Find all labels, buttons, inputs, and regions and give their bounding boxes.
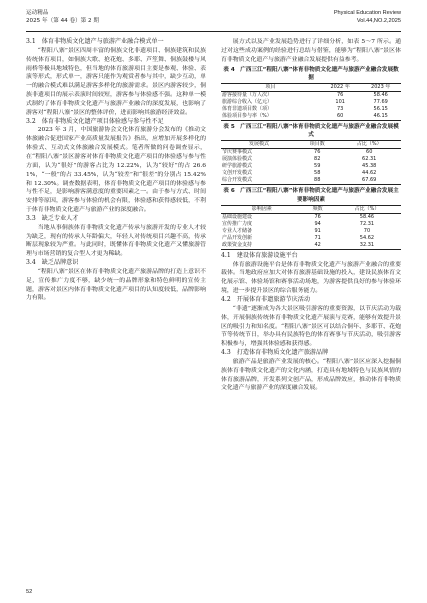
row-value: 62.31 — [362, 156, 377, 163]
row-label: 节庆赛事模式 — [222, 149, 253, 156]
body-paragraph: 展方式以及产业发展趋势进行了详细分析，如表 5～7 所示。通过对这些成功案例的经验进行总结与借鉴，能够为“程阳八寨”景区体育非物质文化遗产与旅游产业融合发展提供有益参考。 — [221, 39, 401, 63]
row-value: 71 — [314, 234, 321, 241]
table-title: 表 6 广西三江“程阳八寨”体育非物质文化遗产与旅游产业融合发展主要影响因素 — [223, 188, 399, 203]
section-heading: 4.2 开展体育非遗旅游节庆活动 — [221, 295, 310, 303]
row-value: 76 — [336, 91, 344, 98]
table-row — [221, 99, 401, 106]
table-row — [221, 106, 401, 113]
journal-name-cn: 运动精品 — [26, 10, 49, 16]
section-heading: 4.3 打造体育非物质文化遗产旅游品牌 — [221, 349, 329, 357]
table-header-row — [221, 83, 401, 91]
row-value: 76 — [314, 149, 321, 156]
row-label: 研学旅游模式 — [222, 163, 253, 170]
row-label: 专业人才储备 — [222, 227, 253, 234]
row-value: 45.38 — [362, 163, 377, 170]
body-paragraph: 2023 年 3 月，中国旅游协会文化体育旅游分会发布的《推动文体旅融合促进国家产业高质量发展报告》指出，应增加开展多样化的体验式、互动式文体旅融合发展模式。笔者所做的问卷调查显示，在“程阳八寨”景区游客对体育非物质文化遗产项目的体验感与参与性方面，认为“很好”的游客占比为 12.22%，认为“较好”的占 26.61%，“一般”的占 33.45%，认为“较差”和“很差”的分别占 15.42% 和 12.30%。调查数据表明，体育非物质文化遗产项目的体验感与参与性不足，是影响游客满意度的重要因素之一。由于参与方式、时间安排等原因，游客参与体验的机会有限，体验感和获得感较低，不利于体育非物质文化遗产与旅游产业的深度融合。 — [26, 127, 206, 214]
row-label: 产品开发创新 — [222, 234, 253, 241]
row-value: 72.31 — [359, 220, 375, 227]
table-title: 表 5 广西三江“程阳八寨”体育非物质文化遗产与旅游产业融合发展模式 — [223, 123, 399, 139]
header-right — [334, 9, 401, 25]
row-label: 综合开发模式 — [221, 177, 297, 185]
page-number: 52 — [26, 589, 33, 595]
row-value: 70 — [363, 227, 371, 234]
body-paragraph: “程阳八寨”景区在体育非物质文化遗产旅游品牌的打造上意识不足，宣传推广力度不够，缺少统一的品牌形象和特色鲜明的宣传主题，游客对景区内体育非物质文化遗产项目的认知度较低，品牌影响力有限。 — [26, 268, 206, 302]
row-value: 56.15 — [373, 105, 388, 112]
table-header-cell: 占比（%） — [337, 141, 401, 149]
journal-name-en: Physical Education Review — [333, 10, 401, 16]
row-value: 58 — [314, 170, 321, 177]
section-heading: 4.1 建设体育旅游设施平台 — [221, 251, 298, 259]
row-value: 88 — [297, 177, 337, 185]
table-row — [221, 177, 401, 185]
row-label: 宣传推广力度 — [222, 220, 253, 227]
table-header-row — [221, 141, 401, 149]
table-header-cell: 2023 年 — [360, 83, 401, 91]
row-value: 91 — [314, 227, 321, 234]
table-row — [221, 113, 401, 121]
data-table — [221, 205, 401, 250]
section-heading: 3.1 体育非物质文化遗产与旅游产业融合模式单一 — [26, 38, 164, 45]
row-value: 42 — [302, 242, 333, 250]
row-label: 旅游综合收入（亿元） — [222, 98, 273, 105]
table-row — [221, 91, 401, 99]
table-header-cell: 项目数 — [297, 141, 337, 149]
table-t5 — [221, 123, 401, 185]
row-value: 58.46 — [373, 91, 388, 98]
table-row — [221, 235, 401, 242]
row-value: 94 — [314, 220, 321, 227]
section-heading: 3.3 缺乏专业人才 — [26, 214, 79, 222]
row-label: 体育非遗项目数（项） — [222, 105, 273, 112]
section-heading: 3.4 缺乏品牌意识 — [26, 259, 79, 267]
table-header-cell: 影响因素 — [221, 205, 302, 213]
row-label: 政策资金支持 — [221, 242, 302, 250]
table-row — [221, 213, 401, 221]
data-table — [221, 83, 401, 121]
row-label: 体验项目参与率（%） — [221, 113, 320, 121]
row-value: 54.62 — [359, 234, 375, 241]
row-value: 77.69 — [373, 98, 388, 105]
table-header-cell: 发展模式 — [221, 141, 297, 149]
table-header-cell: 项目 — [221, 83, 320, 91]
issue-en: Vol.44,NO.2,2025 — [356, 18, 401, 24]
row-value: 46.15 — [360, 113, 401, 121]
header-left — [26, 9, 99, 25]
section-heading: 3.2 体育非物质文化遗产项目体验感与参与性不足 — [26, 117, 164, 125]
table-row — [221, 228, 401, 235]
table-header-cell: 2022 年 — [320, 83, 361, 91]
table-header-row — [221, 205, 401, 213]
table-row — [221, 221, 401, 228]
body-paragraph: 当地从事侗族体育非物质文化遗产传承与旅游开发的专业人才较为缺乏，现有的传承人年龄偏大，年轻人对传统项目兴趣不高，传承断层现象较为严重。与此同时，既懂体育非物质文化遗产又懂旅游管理与市场营销的复合型人才更为稀缺。 — [26, 224, 206, 258]
table-row — [221, 242, 401, 250]
row-label: 基础设施建设 — [222, 213, 253, 220]
row-value: 67.69 — [337, 177, 401, 185]
row-value: 82 — [314, 156, 321, 163]
body-paragraph: “非遗”逐渐成为各大景区吸引游客的重要资源，以节庆活动为载体，开展侗族传统体育非物质文化遗产展演与竞赛，能够有效提升景区的吸引力和知名度。“程阳八寨”景区可以结合侗年、多耶节、花炮节等传统节日，举办具有民族特色的体育赛事与节庆活动，吸引游客积极参与，增强其体验感和获得感。 — [221, 305, 401, 348]
row-value: 32.31 — [333, 242, 401, 250]
row-value: 101 — [335, 98, 345, 105]
issue-cn: 2025 年（第 44 卷）第 2 期 — [26, 18, 99, 24]
row-value: 59 — [314, 163, 321, 170]
right-column — [221, 38, 401, 393]
body-paragraph: “程阳八寨”景区四周丰富的侗族文化非遗项目、侗族建筑和民族传统体育项目，如侗族大歌、抢花炮、多耶、芦笙舞、侗族鼓楼与风雨桥等极具地域特色，但当地的体育旅游项目主要是参观、体验、表演等形式，形式单一，游客只能作为观赏者参与其中，缺少互动，单一的融合模式难以满足游客多样化的旅游需求。景区内游客较少，侗族非遗项目的展示表演时间较短，游客参与体验感不强。这种单一模式制约了体育非物质文化遗产与旅游产业融合的深度发展，也影响了游客对“程阳八寨”景区的整体评价，进而影响其旅游经济效益。 — [26, 47, 206, 116]
data-table — [221, 140, 401, 185]
row-value: 60 — [366, 149, 373, 156]
body-paragraph: 旅游产品是旅游产业发展的核心。“程阳八寨”景区应深入挖掘侗族体育非物质文化遗产的文化内涵，打造具有地域特色与民族风情的体育旅游品牌，开发系列文创产品，形成品牌效应，推动体育非物质文化遗产与旅游产业的深度融合发展。 — [221, 358, 401, 392]
table-t4 — [221, 66, 401, 121]
row-label: 文创开发模式 — [222, 170, 253, 177]
row-label: 游客接待量（万人次） — [222, 91, 273, 98]
table-header-cell: 频数 — [302, 205, 333, 213]
table-header-cell: 占比（%） — [333, 205, 401, 213]
left-column — [26, 38, 206, 303]
row-value: 60 — [320, 113, 361, 121]
row-label: 展演体验模式 — [222, 156, 253, 163]
body-paragraph: 体育旅游设施平台是体育非物质文化遗产与旅游产业融合的重要载体。当地政府应加大对体育旅游基础设施的投入，建设民族体育文化展示馆、体验场馆和赛事活动场地，为游客提供良好的参与体验环境，进一步提升景区的综合服务能力。 — [221, 261, 401, 295]
table-t6 — [221, 187, 401, 249]
header-rule — [26, 31, 401, 32]
row-value: 76 — [314, 213, 321, 220]
row-value: 73 — [336, 105, 344, 112]
row-value: 58.46 — [359, 213, 375, 220]
row-value: 44.62 — [362, 170, 377, 177]
table-title: 表 4 广西三江“程阳八寨”体育非物质文化遗产与旅游产业融合发展数据 — [223, 66, 399, 81]
